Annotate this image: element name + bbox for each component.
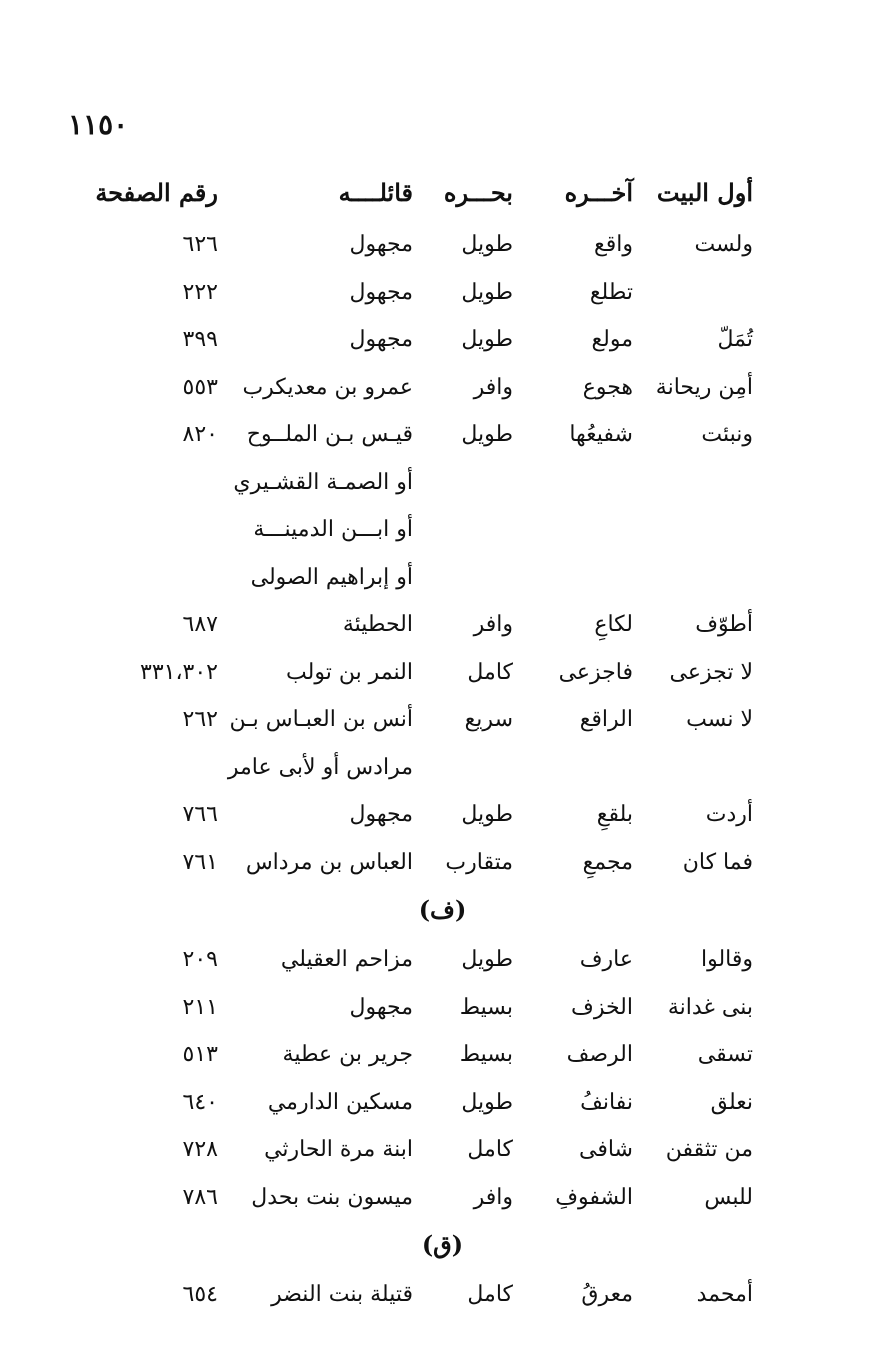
last-word-cell: شفيعُها bbox=[569, 422, 633, 447]
poet-cell: مجهول bbox=[349, 802, 413, 827]
table-row bbox=[0, 509, 885, 557]
last-word-cell: شافى bbox=[579, 1137, 633, 1162]
first-verse-cell: أمِن ريحانة bbox=[655, 374, 753, 400]
table-row bbox=[0, 939, 885, 987]
first-verse-cell: لا نسب bbox=[686, 707, 753, 732]
page-number-cell: ٢٠٩ bbox=[182, 947, 218, 972]
meter-cell: طويل bbox=[461, 422, 513, 447]
page-number: ١١٥٠ bbox=[68, 108, 129, 141]
poet-cell: مجهول bbox=[349, 327, 413, 352]
table-row bbox=[0, 1177, 885, 1225]
page-number-cell: ٣٣١،٣٠٢ bbox=[140, 659, 218, 685]
section-title: (ق) bbox=[421, 1230, 464, 1259]
table-row bbox=[0, 842, 885, 890]
section-title: (ف) bbox=[418, 895, 467, 924]
meter-cell: طويل bbox=[461, 802, 513, 827]
table-row bbox=[0, 367, 885, 415]
poet-cell: مرادس أو لأبى عامر bbox=[227, 754, 413, 780]
poet-cell: ابنة مرة الحارثي bbox=[264, 1137, 413, 1162]
table-row bbox=[0, 987, 885, 1035]
page-number-cell: ٦٤٠ bbox=[182, 1089, 218, 1115]
table-row bbox=[0, 557, 885, 605]
last-word-cell: مجمعِ bbox=[582, 849, 633, 875]
first-verse-cell: لا تجزعى bbox=[669, 659, 753, 685]
page-number-cell: ٧٦٦ bbox=[182, 802, 218, 827]
poet-cell: جرير بن عطية bbox=[282, 1042, 413, 1067]
meter-cell: سريع bbox=[464, 707, 513, 732]
last-word-cell: مولع bbox=[591, 327, 633, 352]
poet-cell: ميسون بنت بحدل bbox=[251, 1184, 413, 1210]
last-word-cell: عارف bbox=[579, 947, 633, 972]
first-verse-cell: تسقى bbox=[697, 1042, 753, 1067]
poet-cell: قيـس بـن الملــوح bbox=[246, 422, 413, 447]
table-row bbox=[0, 462, 885, 510]
last-word-cell: الراقع bbox=[579, 707, 633, 732]
page-number-cell: ٢٦٢ bbox=[182, 707, 218, 732]
table-row bbox=[0, 1129, 885, 1177]
first-verse-cell: من تثقفن bbox=[665, 1137, 753, 1162]
poet-cell: مسكين الدارمي bbox=[267, 1089, 413, 1115]
last-word-cell: لكاعِ bbox=[594, 612, 633, 637]
first-verse-cell: ونبئت bbox=[701, 422, 753, 447]
meter-cell: طويل bbox=[461, 232, 513, 257]
table-row bbox=[0, 224, 885, 272]
meter-cell: وافر bbox=[473, 374, 513, 400]
meter-cell: بسيط bbox=[459, 1042, 513, 1067]
page-number-cell: ٥١٣ bbox=[182, 1042, 218, 1067]
header-page-number: رقم الصفحة bbox=[95, 178, 218, 207]
table-row bbox=[0, 794, 885, 842]
poet-cell: مزاحم العقيلي bbox=[280, 947, 413, 972]
poet-cell: عمرو بن معديكرب bbox=[242, 374, 413, 400]
first-verse-cell: فما كان bbox=[682, 849, 753, 875]
last-word-cell: نفانفُ bbox=[580, 1089, 633, 1115]
first-verse-cell: نعلق bbox=[710, 1089, 753, 1115]
page-number-cell: ٨٢٠ bbox=[182, 422, 218, 447]
table-row bbox=[0, 414, 885, 462]
page-number-cell: ٦٥٤ bbox=[182, 1282, 218, 1307]
header-poet: قائلــــه bbox=[338, 178, 413, 207]
meter-cell: وافر bbox=[473, 1184, 513, 1210]
meter-cell: طويل bbox=[461, 1089, 513, 1115]
page-number-cell: ٦٢٦ bbox=[182, 232, 218, 257]
last-word-cell: واقع bbox=[594, 232, 633, 257]
poet-cell: أو ابـــن الدمينـــة bbox=[253, 517, 413, 542]
first-verse-cell: بنى غدانة bbox=[667, 994, 753, 1020]
poet-cell: مجهول bbox=[349, 232, 413, 257]
page-number-cell: ٧٨٦ bbox=[182, 1184, 218, 1210]
poet-cell: الحطيئة bbox=[342, 612, 413, 637]
table-row bbox=[0, 747, 885, 795]
meter-cell: كامل bbox=[467, 659, 513, 685]
table-row bbox=[0, 1034, 885, 1082]
last-word-cell: معرقُ bbox=[581, 1282, 633, 1307]
meter-cell: كامل bbox=[467, 1137, 513, 1162]
page-number-cell: ٢١١ bbox=[182, 994, 218, 1020]
poet-cell: قتيلة بنت النضر bbox=[271, 1282, 413, 1307]
last-word-cell: فاجزعى bbox=[558, 659, 633, 685]
poet-cell: مجهول bbox=[349, 994, 413, 1020]
first-verse-cell: تُمَلّ bbox=[717, 327, 753, 352]
first-verse-cell: أردت bbox=[705, 802, 753, 827]
table-row bbox=[0, 1274, 885, 1322]
verse-index-table bbox=[0, 170, 885, 1322]
page-number-cell: ٣٩٩ bbox=[182, 327, 218, 352]
header-last-word: آخـــره bbox=[564, 178, 633, 207]
page-number-cell: ٥٥٣ bbox=[182, 374, 218, 400]
last-word-cell: تطلع bbox=[589, 279, 633, 305]
section-heading bbox=[0, 1224, 885, 1274]
meter-cell: طويل bbox=[461, 947, 513, 972]
last-word-cell: الشفوفِ bbox=[555, 1184, 633, 1210]
meter-cell: متقارب bbox=[445, 849, 513, 875]
meter-cell: طويل bbox=[461, 279, 513, 305]
last-word-cell: الخزف bbox=[571, 994, 633, 1020]
first-verse-cell: أطوّف bbox=[695, 612, 753, 637]
poet-cell: العباس بن مرداس bbox=[245, 849, 413, 875]
poet-cell: أو إبراهيم الصولى bbox=[250, 564, 413, 590]
section-heading bbox=[0, 889, 885, 939]
poet-cell: أو الصمـة القشـيري bbox=[233, 469, 413, 495]
table-row bbox=[0, 1082, 885, 1130]
header-meter: بحـــره bbox=[443, 178, 513, 207]
first-verse-cell: وقالوا bbox=[700, 947, 753, 972]
first-verse-cell: أمحمد bbox=[696, 1282, 753, 1307]
table-row bbox=[0, 652, 885, 700]
poet-cell: النمر بن تولب bbox=[286, 659, 413, 685]
table-header bbox=[0, 170, 885, 224]
first-verse-cell: ولست bbox=[694, 232, 753, 257]
poet-cell: أنس بن العبـاس بـن bbox=[229, 707, 413, 732]
meter-cell: كامل bbox=[467, 1282, 513, 1307]
page-number-cell: ٢٢٢ bbox=[182, 279, 218, 305]
page-number-cell: ٧٦١ bbox=[182, 849, 218, 875]
table-row bbox=[0, 604, 885, 652]
last-word-cell: بلقعِ bbox=[596, 802, 633, 827]
meter-cell: بسيط bbox=[459, 994, 513, 1020]
meter-cell: وافر bbox=[473, 612, 513, 637]
last-word-cell: هجوع bbox=[582, 374, 633, 400]
table-body bbox=[0, 224, 885, 1322]
page-number-cell: ٧٢٨ bbox=[182, 1137, 218, 1162]
meter-cell: طويل bbox=[461, 327, 513, 352]
table-row bbox=[0, 319, 885, 367]
poet-cell: مجهول bbox=[349, 279, 413, 305]
first-verse-cell: للبس bbox=[704, 1184, 753, 1210]
table-row bbox=[0, 699, 885, 747]
table-row bbox=[0, 272, 885, 320]
last-word-cell: الرصف bbox=[566, 1042, 633, 1067]
header-first-verse: أول البيت bbox=[656, 178, 753, 207]
page-number-cell: ٦٨٧ bbox=[182, 612, 218, 637]
